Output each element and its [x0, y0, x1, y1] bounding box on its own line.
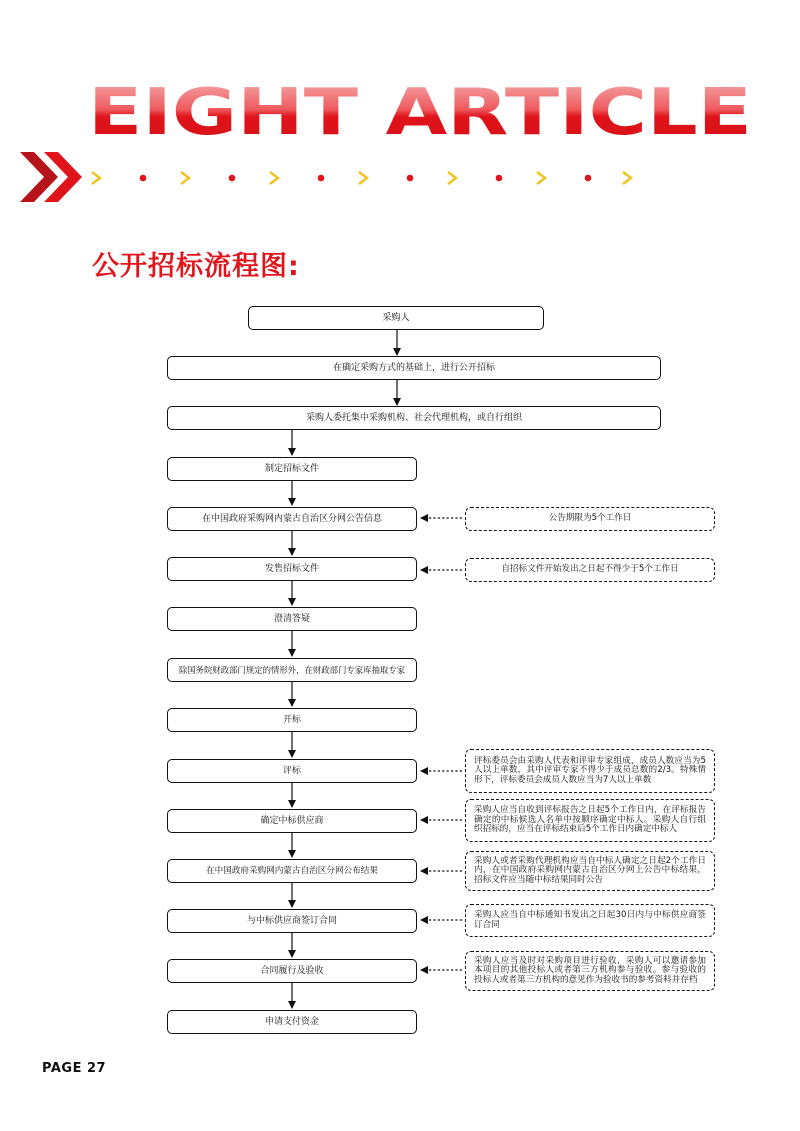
flow-step-open-tender: 在确定采购方式的基础上，进行公开招标: [167, 356, 661, 380]
flow-step-select-experts: 除国务院财政部门规定的情形外，在财政部门专家库抽取专家: [167, 658, 417, 682]
flow-step-entrust: 采购人委托集中采购机构、社会代理机构，或自行组织: [167, 406, 661, 430]
banner-title: EIGHT ARTICLE: [88, 76, 752, 150]
dot-icon: [318, 175, 325, 182]
dot-icon: [407, 175, 414, 182]
flow-step-sell-docs: 发售招标文件: [167, 557, 417, 581]
chevron-right-icon: [270, 172, 278, 184]
chevron-right-icon: [448, 172, 456, 184]
dot-icon: [585, 175, 592, 182]
dot-icon: [140, 175, 147, 182]
flow-step-publish-result: 在中国政府采购网内蒙古自治区分网公布结果: [167, 859, 417, 883]
flow-step-determine-winner: 确定中标供应商: [167, 809, 417, 833]
note-doc-period: 自招标文件开始发出之日起不得少于5个工作日: [465, 558, 715, 582]
flow-step-evaluation: 评标: [167, 759, 417, 783]
section-title: 公开招标流程图:: [92, 251, 300, 282]
dot-icon: [229, 175, 236, 182]
flow-step-acceptance: 合同履行及验收: [167, 959, 417, 983]
note-committee: 评标委员会由采购人代表和评审专家组成，成员人数应当为5人以上单数，其中评审专家不得少于成员总数的2/3。特殊情形下，评标委员会成员人数应当为7人以上单数: [465, 749, 715, 793]
arrow-dot-row: [92, 172, 631, 184]
chevron-right-icon: [359, 172, 367, 184]
chevron-right-icon: [92, 172, 100, 184]
note-acceptance: 采购人应当及时对采购项目进行验收，采购人可以邀请参加本项目的其他投标人或者第三方机构参与验收。参与验收的投标人或者第三方机构的意见作为验收书的参考资料并存档: [465, 951, 715, 991]
flow-step-bid-opening: 开标: [167, 708, 417, 732]
flow-step-sign-contract: 与中标供应商签订合同: [167, 909, 417, 933]
flow-step-purchaser: 采购人: [248, 306, 544, 330]
flow-step-publish-notice: 在中国政府采购网内蒙古自治区分网公告信息: [167, 507, 417, 531]
flow-step-clarify: 澄清答疑: [167, 607, 417, 631]
dot-icon: [496, 175, 503, 182]
flowchart: [0, 300, 800, 1060]
header-banner: [0, 0, 800, 220]
note-contract-deadline: 采购人应当自中标通知书发出之日起30日内与中标供应商签订合同: [465, 904, 715, 937]
flow-step-payment: 申请支付资金: [167, 1010, 417, 1034]
note-winner-deadline: 采购人应当自收到评标报告之日起5个工作日内，在评标报告确定的中标候选人名单中按顺序确定中标人。采购人自行组织招标的，应当在评标结束后5个工作日内确定中标人: [465, 799, 715, 842]
page-number: PAGE 27: [42, 1061, 107, 1076]
double-chevron-icon: [20, 152, 82, 202]
chevron-right-icon: [623, 172, 631, 184]
note-result-notice: 采购人或者采购代理机构应当自中标人确定之日起2个工作日内，在中国政府采购网内蒙古自治区分网上公告中标结果，招标文件应当随中标结果同时公告: [465, 851, 715, 891]
note-notice-period: 公告期限为5个工作日: [465, 507, 715, 531]
chevron-right-icon: [181, 172, 189, 184]
flow-step-prepare-docs: 制定招标文件: [167, 457, 417, 481]
chevron-right-icon: [537, 172, 545, 184]
